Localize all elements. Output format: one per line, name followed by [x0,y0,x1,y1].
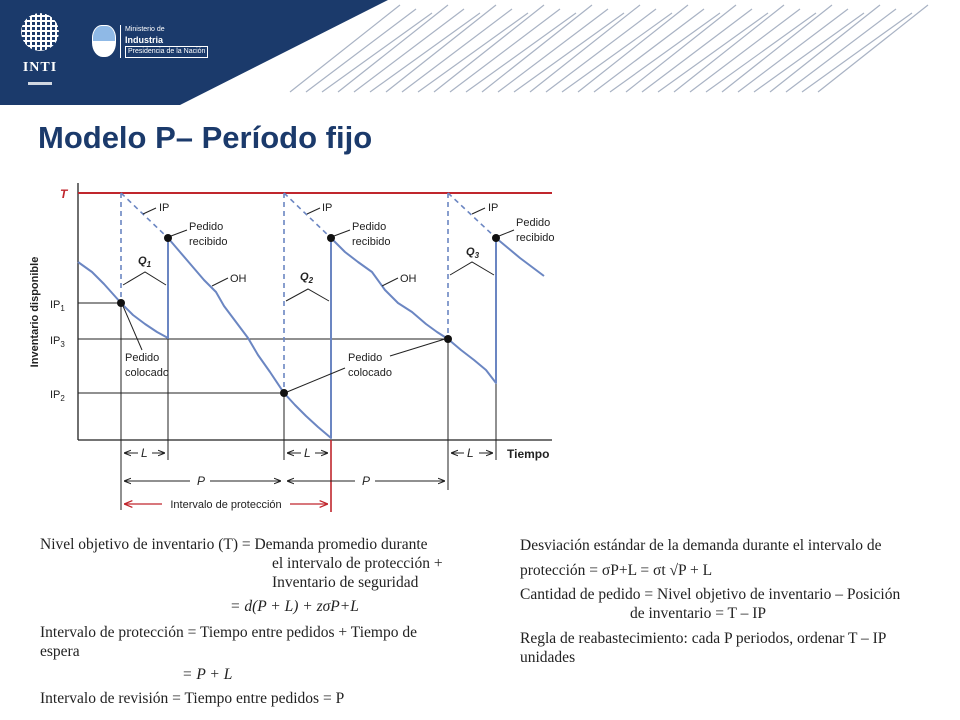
q2-brace [286,289,329,301]
header-hatch-line [786,9,896,92]
q1-label: $Q_1$ [138,255,152,269]
header-hatch-line [418,13,528,92]
y-axis-label: Inventario disponible [29,256,41,368]
target-label: T [60,187,68,201]
header-hatch-line [658,13,768,92]
ip-dashed-2 [284,193,331,238]
q3-label: $Q_3$ [466,246,480,260]
l-label-2: L [304,446,311,460]
formula-order-quantity: Cantidad de pedido = Nivel objetivo de inventario – Posición [520,586,901,603]
p-label-2: P [362,474,371,488]
header-hatch-line [402,9,512,92]
header-hatch-line [546,9,656,92]
ministry-logo [92,24,208,58]
header-hatch-line [466,13,576,92]
header-hatch-line [354,9,464,92]
formula-review-interval: Intervalo de revisión = Tiempo entre pedidos = P [40,690,345,707]
ip-pointer-label-1: IP [159,202,170,214]
p-label-1: P [197,474,206,488]
ip-pointer-label-3: IP [488,202,499,214]
q3-brace [450,262,494,275]
header-hatch-line [738,9,848,92]
ministry-line2: Industria [125,34,164,45]
order-received-dot-1 [164,234,172,242]
formula-target-level: Nivel objetivo de inventario (T) = Demanda promedio durante [40,536,428,553]
order-placed-dot-1 [117,299,125,307]
header-hatch-line [498,9,608,92]
formula-replenishment-rule: Regla de reabastecimiento: cada P periodos, ordenar T – IP [520,630,887,647]
x-axis-label: Tiempo [507,447,550,461]
oh-label-1: OH [230,273,247,285]
ip1-label: $IP_1$ [50,299,65,313]
header-hatch-line [514,13,624,92]
q2-label: $Q_2$ [300,271,314,285]
header-hatch-line [642,9,752,92]
formula-std-dev: Desviación estándar de la demanda durante el intervalo de [520,537,882,554]
ip-pointer-label-2: IP [322,202,333,214]
header-hatch-line [690,9,800,92]
header-hatch-line [754,13,864,92]
ip-dashed-3 [448,193,499,238]
order-received-label-1: Pedido recibido [189,221,228,248]
order-received-dot-2 [327,234,335,242]
header-hatch-line [706,13,816,92]
inti-logo [10,10,70,94]
order-placed-label-2: Pedido colocado [348,352,393,379]
page-title: Modelo P– Período fijo [38,120,373,155]
ministry-line1: Ministerio de [125,25,165,33]
oh-label-2: OH [400,273,417,285]
order-placed-dot-2 [280,389,288,397]
ip-dashed-1 [121,193,168,238]
header-hatch-line [610,13,720,92]
header-hatch-line [802,13,912,92]
q1-brace [123,272,166,285]
protection-interval-label: Intervalo de protección [170,499,282,511]
coat-of-arms-icon [92,25,116,57]
formula-protection-interval: Intervalo de protección = Tiempo entre pedidos + Tiempo de [40,624,417,641]
order-placed-dot-3 [444,335,452,343]
header-hatch-line [450,9,560,92]
l-label-3: L [467,446,474,460]
inventory-diagram [20,175,580,520]
ip2-label: $IP_2$ [50,389,65,403]
order-placed-label-1: Pedido colocado [125,352,170,379]
order-received-label-2: Pedido recibido [352,221,391,248]
header-hatch-line [370,13,480,92]
header-hatch-line [594,9,704,92]
formula-protection-expression: = P + L [182,666,233,683]
l-label-1: L [141,446,148,460]
ministry-line3: Presidencia de la Nación [125,46,208,58]
header-hatch-line [562,13,672,92]
order-received-label-3: Pedido recibido [516,217,555,244]
formula-target-expression: = d(P + L) + zσP+L [230,598,359,615]
inti-grid-icon [18,10,62,54]
ip3-label: $IP_3$ [50,335,65,349]
inti-logo-text: INTI [22,60,58,75]
order-received-dot-3 [492,234,500,242]
header-hatch-line [818,5,928,92]
